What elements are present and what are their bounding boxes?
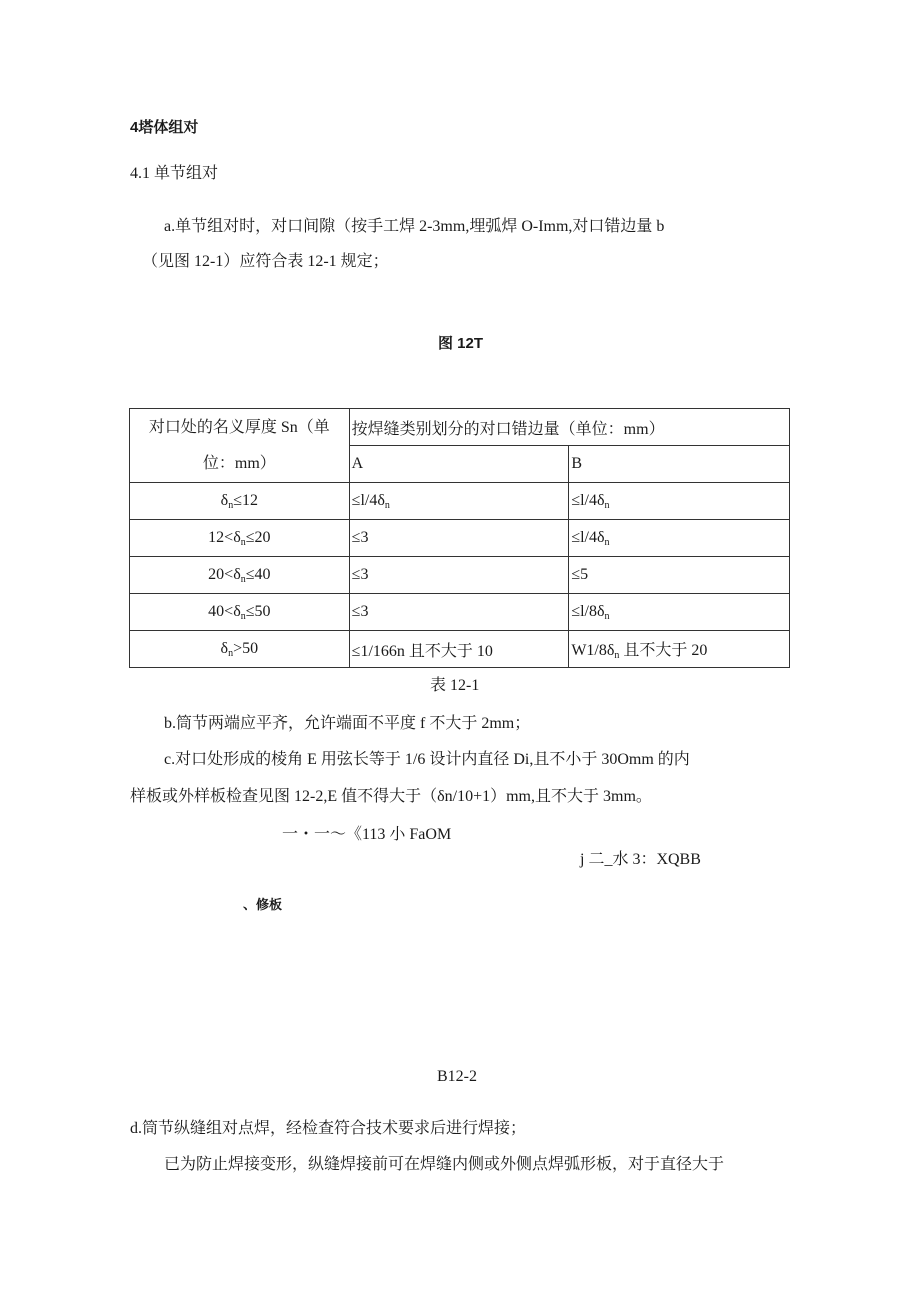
thickness-header-line1: 对口处的名义厚度 Sn（单 (148, 418, 330, 436)
misalignment-table (129, 408, 790, 668)
thickness-cell: $20<\delta_n\le 40$ (130, 557, 350, 594)
category-b-cell: ≤5 (569, 557, 790, 594)
thickness-cell: $40<\delta_n\le 50$ (130, 594, 350, 631)
figure-12-2-label-template: 、修板 (243, 897, 283, 912)
category-a-header: A (349, 446, 569, 483)
table-row (130, 557, 790, 594)
figure-12-2-label-right: j 二_水 3：XQBB (580, 851, 701, 868)
paragraph-c-line2: 样板或外样板检查见图 12-2,E 值不得大于（δn/10+1）mm,且不大于 3mm。 (130, 788, 652, 805)
table-row (130, 483, 790, 520)
table-row (130, 594, 790, 631)
figure-12-1-caption: 图 12T (438, 335, 484, 352)
category-b-cell: $\le l/4\delta_n$ (569, 483, 790, 520)
paragraph-a-line2: （见图 12-1）应符合表 12-1 规定； (142, 253, 389, 270)
figure-12-2-caption: B12-2 (437, 1068, 477, 1085)
table-row (130, 631, 790, 668)
category-a-cell: ≤3 (349, 557, 569, 594)
paragraph-d: d.筒节纵缝组对点焊，经检查符合技术要求后进行焊接； (130, 1120, 527, 1137)
category-a-cell: ≤3 (349, 520, 569, 557)
thickness-cell: $\delta_n>50$ (130, 631, 350, 668)
category-b-cell: $\le l/4\delta_n$ (569, 520, 790, 557)
category-a-cell: $\le l/4\delta_n$ (349, 483, 569, 520)
figure-12-2-label-top: 一・一～《113 小 FaOM (282, 826, 452, 843)
table-header-row (130, 409, 790, 446)
category-a-cell: ≤1/166n 且不大于 10 (349, 631, 569, 668)
category-b-header: B (569, 446, 790, 483)
category-a-cell: ≤3 (349, 594, 569, 631)
paragraph-e: 已为防止焊接变形，纵缝焊接前可在焊缝内侧或外侧点焊弧形板，对于直径大于 (164, 1156, 725, 1173)
thickness-header (130, 409, 350, 483)
subsection-title: 4.1 单节组对 (130, 165, 219, 182)
paragraph-c-line1: c.对口处形成的棱角 E 用弦长等于 1/6 设计内直径 Di,且不小于 30Omm 的内 (164, 751, 690, 768)
table-row (130, 520, 790, 557)
section-heading: 4塔体组对 (130, 119, 199, 136)
category-b-cell: $\le l/8\delta_n$ (569, 594, 790, 631)
table-caption: 表 12-1 (430, 677, 480, 694)
category-b-cell: $W1/8\delta_n$ 且不大于 20 (569, 631, 790, 668)
weld-category-header: 按焊缝类别划分的对口错边量（单位：mm） (349, 409, 789, 446)
paragraph-b: b.筒节两端应平齐，允许端面不平度 f 不大于 2mm； (164, 715, 531, 732)
paragraph-a-line1: a.单节组对时，对口间隙（按手工焊 2-3mm,埋弧焊 O-Imm,对口错边量 b (164, 218, 665, 235)
thickness-cell: $12<\delta_n\le 20$ (130, 520, 350, 557)
thickness-cell: $\delta_n\le 12$ (130, 483, 350, 520)
thickness-header-line2: 位：mm） (202, 454, 276, 472)
